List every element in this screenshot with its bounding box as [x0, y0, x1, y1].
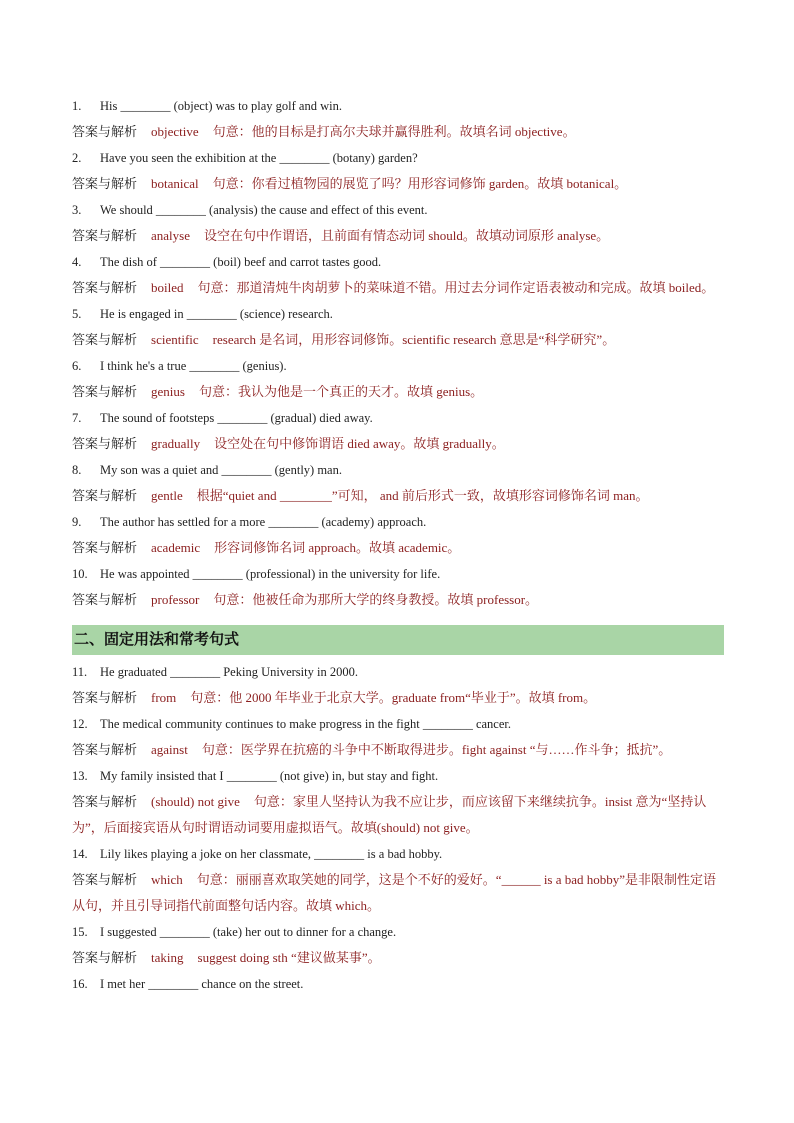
question-block-2 [72, 145, 724, 197]
answer-line [72, 789, 724, 841]
question-text: The dish of ________ (boil) beef and carrot tastes good. [100, 255, 382, 269]
question-number: 9. [72, 515, 82, 529]
answer-explanation: suggest doing sth “建议做某事”。 [197, 950, 381, 965]
question-text: The sound of footsteps ________ (gradual) died away. [100, 411, 373, 425]
question-text: I think he's a true ________ (genius). [100, 359, 287, 373]
question-text: His ________ (object) was to play golf and win. [100, 99, 342, 113]
answer-label: 答案与解析 [72, 332, 138, 347]
answer-line [72, 275, 724, 301]
question-text: The author has settled for a more ________ (academy) approach. [100, 515, 427, 529]
answer-explanation: 句意：他 2000 年毕业于北京大学。graduate from“毕业于”。故填 from。 [190, 690, 597, 705]
answer-explanation: 句意：我认为他是一个真正的天才。故填 genius。 [198, 384, 484, 399]
question-text: We should ________ (analysis) the cause and effect of this event. [100, 203, 428, 217]
question-number: 7. [72, 411, 82, 425]
answer-key: botanical [151, 176, 199, 191]
question-text: I met her ________ chance on the street. [100, 977, 304, 991]
answer-label: 答案与解析 [72, 540, 138, 555]
question-text: He graduated ________ Peking University in 2000. [100, 665, 358, 679]
question-text: He was appointed ________ (professional) in the university for life. [100, 567, 441, 581]
answer-explanation: 句意：那道清炖牛肉胡萝卜的菜味道不错。用过去分词作定语表被动和完成。故填 boiled。 [197, 280, 715, 295]
answer-line [72, 587, 724, 613]
answer-explanation: 形容词修饰名词 approach。故填 academic。 [214, 540, 461, 555]
answer-label: 答案与解析 [72, 176, 138, 191]
question-block-11 [72, 659, 724, 711]
answer-explanation: research 是名词，用形容词修饰。scientific research 意思是“科学研究”。 [212, 332, 616, 347]
question-number: 4. [72, 255, 82, 269]
answer-line [72, 685, 724, 711]
answer-key: academic [151, 540, 201, 555]
answer-label: 答案与解析 [72, 690, 138, 705]
question-block-4 [72, 249, 724, 301]
answer-key: genius [151, 384, 185, 399]
answer-key: gentle [151, 488, 183, 503]
question-number: 13. [72, 769, 88, 783]
answer-explanation: 句意：他被任命为那所大学的终身教授。故填 professor。 [213, 592, 539, 607]
answer-line [72, 737, 724, 763]
answer-key: gradually [151, 436, 201, 451]
answer-key: against [151, 742, 188, 757]
question-number: 10. [72, 567, 88, 581]
answer-key: boiled [151, 280, 184, 295]
answer-label: 答案与解析 [72, 872, 138, 887]
question-text: My family insisted that I ________ (not give) in, but stay and fight. [100, 769, 439, 783]
answer-key: which [151, 872, 183, 887]
answer-explanation: 句意：家里人坚持认为我不应让步，而应该留下来继续抗争。insist 意为“坚持认为”，后面接宾语从句时谓语动词要用虚拟语气。故填(should) not give。 [72, 794, 707, 835]
question-number: 5. [72, 307, 82, 321]
question-block-1 [72, 93, 724, 145]
answer-key: professor [151, 592, 200, 607]
answer-line [72, 119, 724, 145]
question-number: 12. [72, 717, 88, 731]
answer-label: 答案与解析 [72, 384, 138, 399]
answer-explanation: 句意：他的目标是打高尔夫球并赢得胜利。故填名词 objective。 [212, 124, 576, 139]
answer-explanation: 句意：丽丽喜欢取笑她的同学，这是个不好的爱好。“______ is a bad hobby”是非限制性定语从句，并且引导词指代前面整句话内容。故填 which。 [72, 872, 717, 913]
question-number: 11. [72, 665, 88, 679]
answer-label: 答案与解析 [72, 228, 138, 243]
answer-line [72, 535, 724, 561]
question-number: 3. [72, 203, 82, 217]
answer-label: 答案与解析 [72, 488, 138, 503]
question-number: 15. [72, 925, 88, 939]
question-number: 14. [72, 847, 88, 861]
answer-explanation: 设空处在句中修饰谓语 died away。故填 gradually。 [214, 436, 505, 451]
answer-line [72, 171, 724, 197]
answer-key: (should) not give [151, 794, 240, 809]
question-text: Have you seen the exhibition at the ________ (botany) garden? [100, 151, 418, 165]
question-text: Lily likes playing a joke on her classmate, ________ is a bad hobby. [100, 847, 443, 861]
question-block-8 [72, 457, 724, 509]
answer-key: taking [151, 950, 184, 965]
answer-label: 答案与解析 [72, 592, 138, 607]
question-block-6 [72, 353, 724, 405]
question-block-14 [72, 841, 724, 919]
answer-line [72, 483, 724, 509]
answer-label: 答案与解析 [72, 794, 138, 809]
answer-explanation: 设空在句中作谓语，且前面有情态动词 should。故填动词原形 analyse。 [204, 228, 610, 243]
exercise-content [72, 93, 724, 997]
answer-line [72, 327, 724, 353]
question-block-12 [72, 711, 724, 763]
question-number: 6. [72, 359, 82, 373]
question-block-9 [72, 509, 724, 561]
question-block-7 [72, 405, 724, 457]
answer-explanation: 根据“quiet and ________”可知， and 前后形式一致，故填形容词修饰名词 man。 [196, 488, 649, 503]
answer-label: 答案与解析 [72, 742, 138, 757]
question-number: 16. [72, 977, 88, 991]
answer-line [72, 431, 724, 457]
question-block-3 [72, 197, 724, 249]
answer-explanation: 句意：医学界在抗癌的斗争中不断取得进步。fight against “与……作斗争；抵抗”。 [201, 742, 672, 757]
question-block-10 [72, 561, 724, 613]
question-text: I suggested ________ (take) her out to dinner for a change. [100, 925, 397, 939]
answer-label: 答案与解析 [72, 124, 138, 139]
question-block-15 [72, 919, 724, 971]
answer-key: objective [151, 124, 199, 139]
answer-label: 答案与解析 [72, 950, 138, 965]
answer-key: from [151, 690, 177, 705]
answer-line [72, 379, 724, 405]
section-heading: 二、固定用法和常考句式 [72, 625, 724, 655]
answer-label: 答案与解析 [72, 436, 138, 451]
answer-line [72, 867, 724, 919]
answer-label: 答案与解析 [72, 280, 138, 295]
answer-line [72, 223, 724, 249]
question-text: He is engaged in ________ (science) research. [100, 307, 333, 321]
question-number: 8. [72, 463, 82, 477]
question-block-5 [72, 301, 724, 353]
answer-key: analyse [151, 228, 190, 243]
answer-line [72, 945, 724, 971]
question-text: My son was a quiet and ________ (gently) man. [100, 463, 342, 477]
question-number: 1. [72, 99, 82, 113]
question-block-13 [72, 763, 724, 841]
answer-explanation: 句意：你看过植物园的展览了吗？用形容词修饰 garden。故填 botanical。 [212, 176, 628, 191]
question-block-16 [72, 971, 724, 997]
question-text: The medical community continues to make progress in the fight ________ cancer. [100, 717, 512, 731]
answer-key: scientific [151, 332, 199, 347]
question-number: 2. [72, 151, 82, 165]
